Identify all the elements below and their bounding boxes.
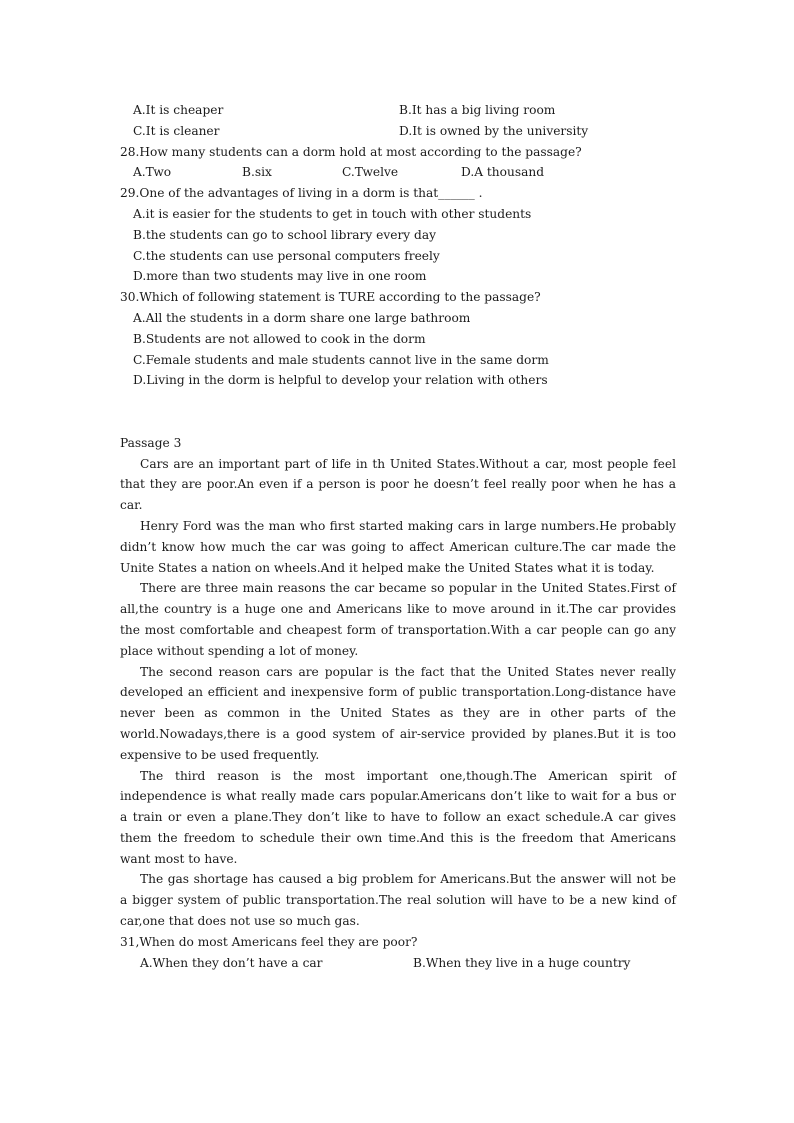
q31-option-a[interactable]: A.When they don’t have a car: [140, 955, 323, 970]
q28-stem: 28.How many students can a dorm hold at most according to the passage?: [120, 144, 582, 159]
q30-option-b[interactable]: B.Students are not allowed to cook in the dorm: [133, 331, 426, 346]
q27-option-b[interactable]: B.It has a big living room: [399, 103, 556, 117]
q27-option-c[interactable]: C.It is cleaner: [133, 123, 220, 138]
q30-option-a[interactable]: A.All the students in a dorm share one large bathroom: [133, 310, 471, 325]
q28-option-a[interactable]: A.Two: [133, 165, 172, 180]
q29-stem: 29.One of the advantages of living in a dorm is that______ .: [120, 186, 483, 201]
q27-options-row-1: [120, 100, 676, 121]
q31-option-b[interactable]: B.When they live in a huge country: [413, 955, 631, 970]
q31-stem: 31,When do most Americans feel they are poor?: [120, 934, 418, 949]
q30-option-c[interactable]: C.Female students and male students cannot live in the same dorm: [133, 352, 549, 367]
q30-stem: 30.Which of following statement is TURE according to the passage?: [120, 290, 541, 305]
passage-paragraph-3: There are three main reasons the car became so popular in the United States.First of all,the country is a huge one and Americans like to move around in it.The car provides the most comfortable and cheapest form of transportation.With a car people can go any place without spending a lot of money.: [120, 581, 676, 658]
passage-title: Passage 3: [120, 435, 182, 450]
q29-option-d[interactable]: D.more than two students may live in one room: [133, 269, 427, 284]
q29-option-c[interactable]: C.the students can use personal computers freely: [133, 248, 440, 263]
q29-option-b[interactable]: B.the students can go to school library every day: [133, 227, 436, 242]
q27-option-a[interactable]: A.It is cheaper: [133, 103, 224, 117]
q29-option-a[interactable]: A.it is easier for the students to get in touch with other students: [133, 206, 532, 221]
q27-options-row-2: [120, 121, 676, 142]
document-page: [120, 100, 676, 973]
passage-paragraph-4: The second reason cars are popular is the fact that the United States never really developed an efficient and inexpensive form of public transportation.Long-distance have never been as common in the United States as they are in other parts of the world.Nowadays,there is a good system of air-service provided by planes.But it is too expensive to be used frequently.: [120, 664, 676, 762]
q28-option-b[interactable]: B.six: [242, 165, 272, 180]
q31-options: [120, 953, 676, 974]
passage-body: [120, 454, 676, 932]
passage-paragraph-2: Henry Ford was the man who first started making cars in large numbers.He probably didn’t know how much the car was going to affect American culture.The car made the Unite States a nation on wheels.And it helped make the United States what it is today.: [120, 518, 676, 575]
passage-paragraph-5: The third reason is the most important one,though.The American spirit of independence is what really made cars popular.Americans don’t like to wait for a bus or a train or even a plane.They don’t like to have to follow an exact schedule.A car gives them the freedom to schedule their own time.And this is the freedom that Americans want most to have.: [120, 768, 676, 866]
section-spacer: [120, 391, 676, 433]
q28-option-c[interactable]: C.Twelve: [342, 165, 399, 180]
q27-option-d[interactable]: D.It is owned by the university: [399, 123, 589, 138]
q30-option-d[interactable]: D.Living in the dorm is helpful to develop your relation with others: [133, 373, 548, 388]
q28-option-d[interactable]: D.A thousand: [461, 165, 544, 180]
passage-paragraph-1: Cars are an important part of life in th United States.Without a car, most people feel that they are poor.An even if a person is poor he doesn’t feel really poor when he has a car.: [120, 456, 676, 513]
q28-options: [120, 162, 676, 183]
passage-paragraph-6: The gas shortage has caused a big problem for Americans.But the answer will not be a bigger system of public transportation.The real solution will have to be a new kind of car,one that does not use so much gas.: [120, 872, 676, 929]
